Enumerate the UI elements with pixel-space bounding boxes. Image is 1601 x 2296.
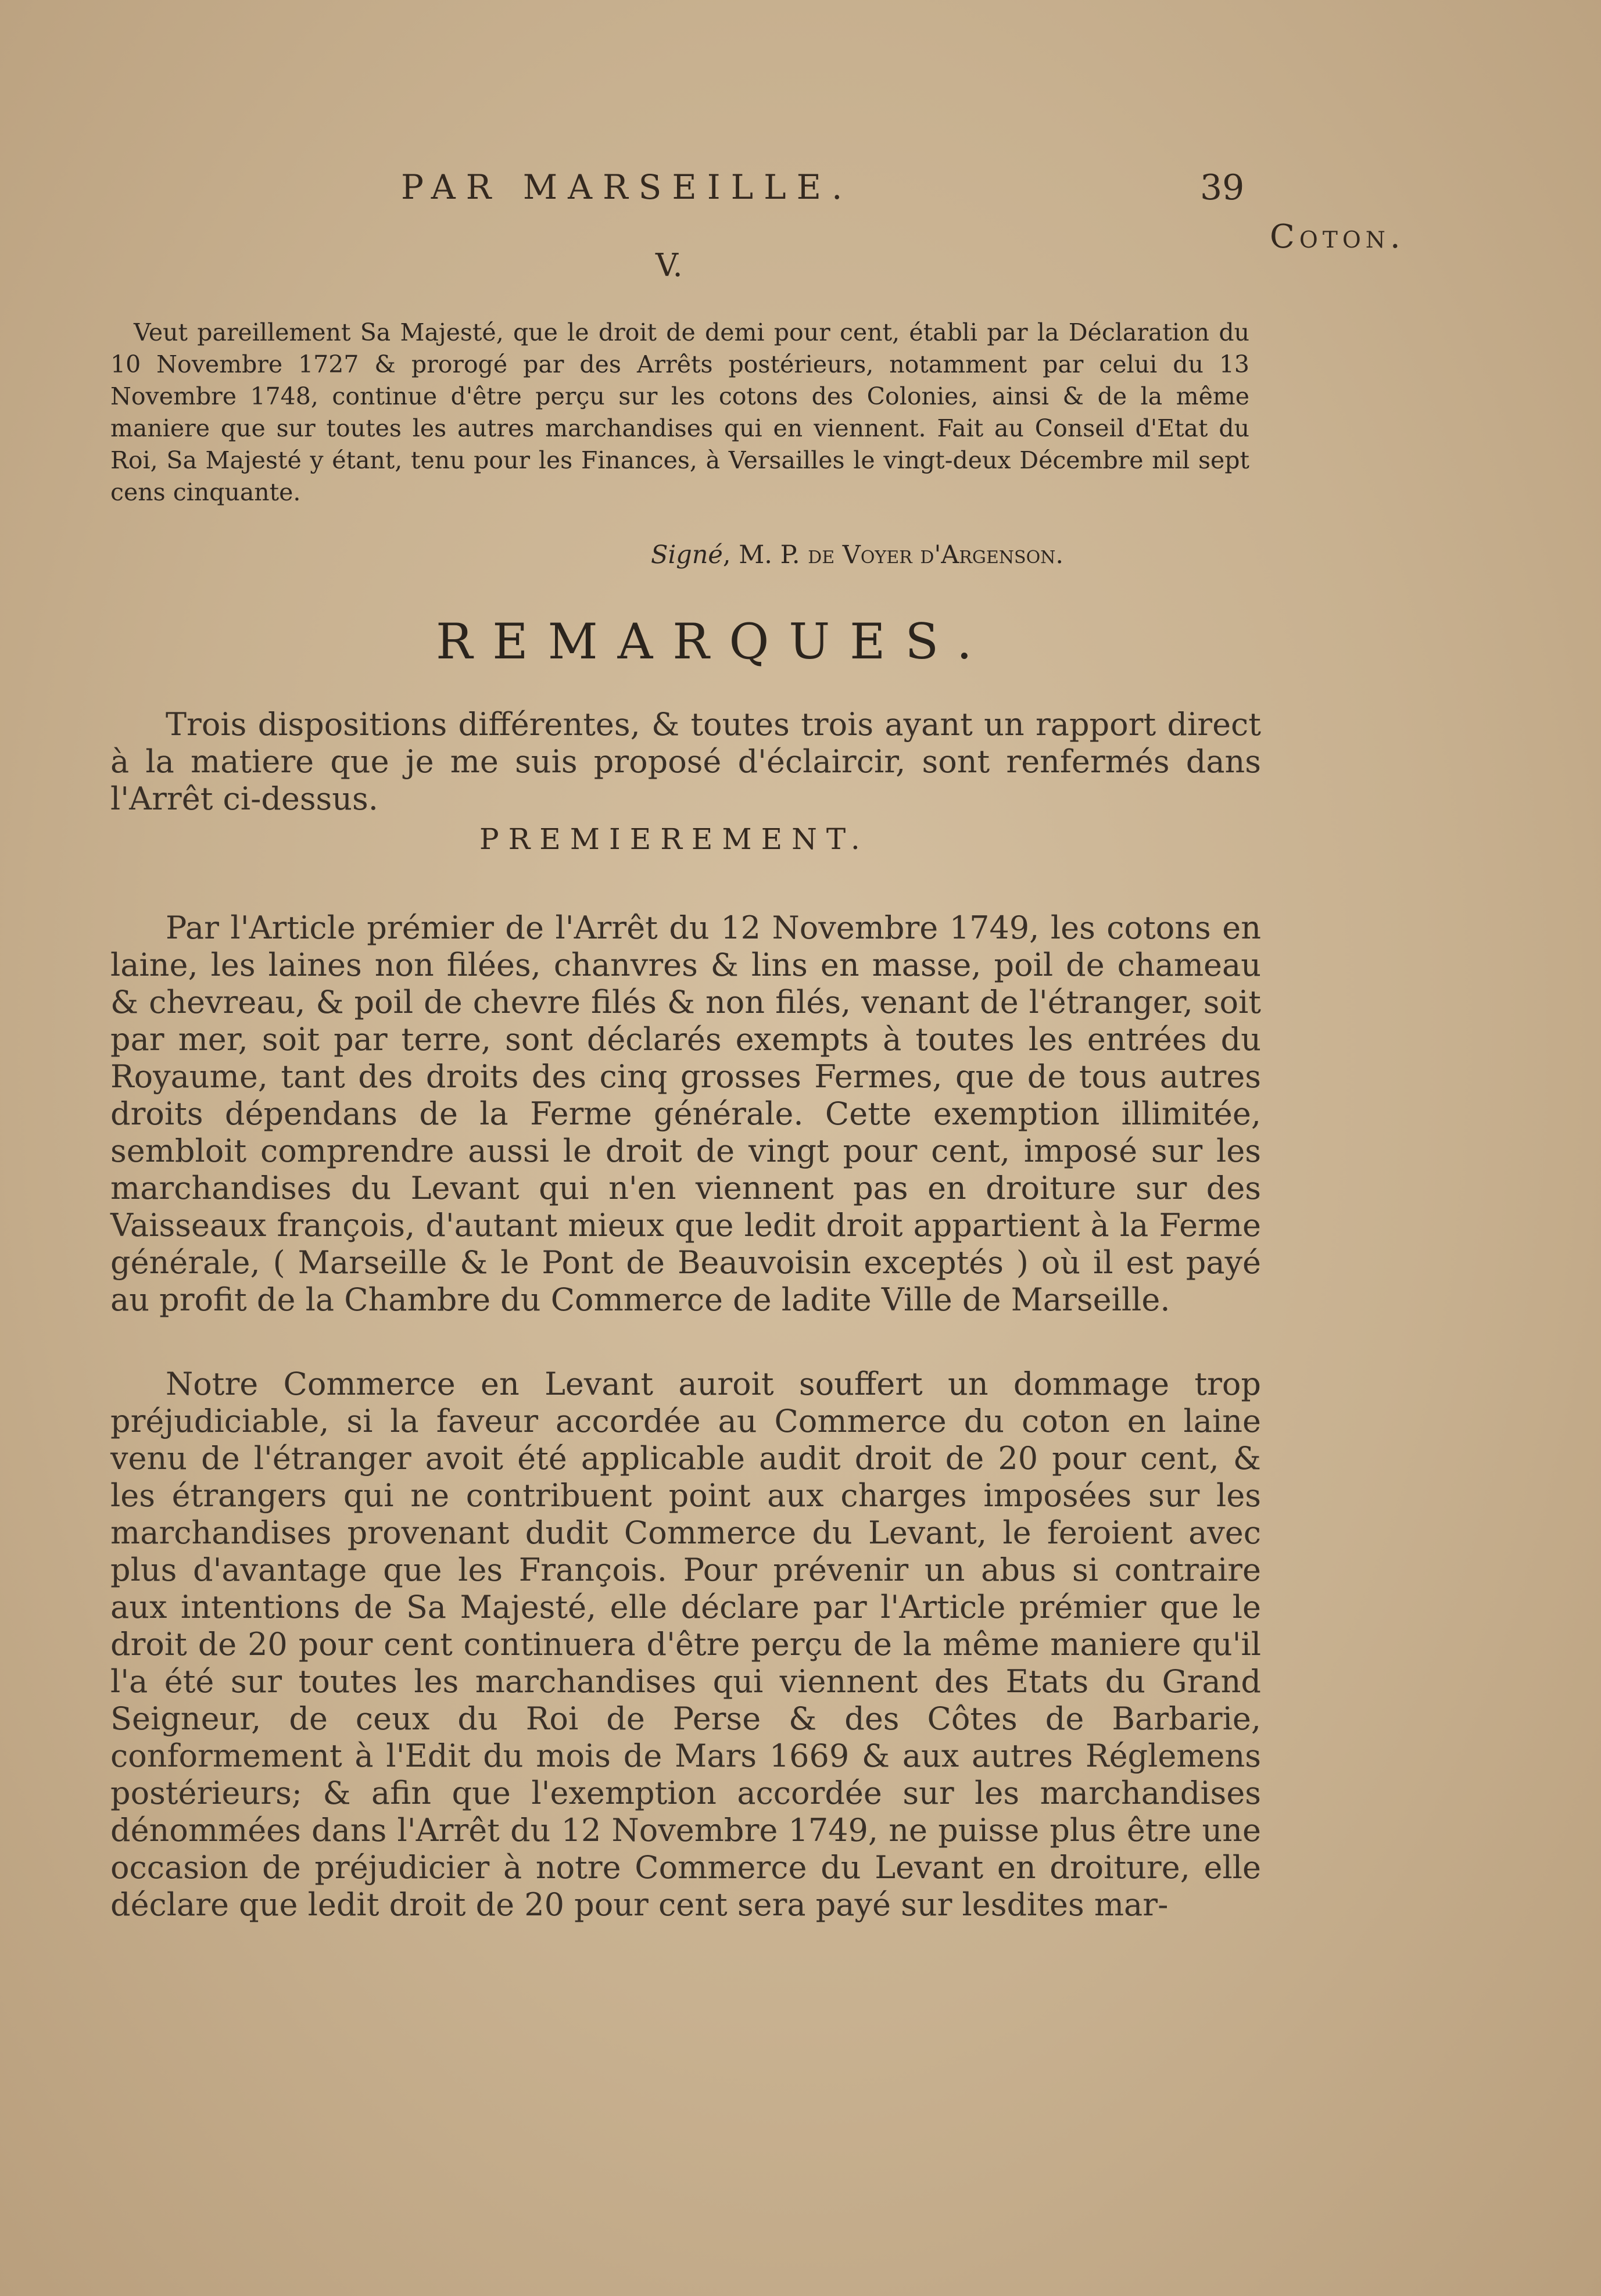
intro-paragraph: Trois dispositions différentes, & toutes trois ayant un rapport direct à la matiere que je me suis proposé d'éclaircir, sont renfermés dans l'Arrêt ci-dessus.	[110, 706, 1261, 817]
article-number: V.	[656, 247, 683, 284]
body-paragraph-2: Notre Commerce en Levant auroit souffert un dommage trop préjudiciable, si la faveur accordée au Commerce du coton en laine venu de l'étranger avoit été applicable audit droit de 20 pour cent, & les étrangers qui ne contribuent point aux charges imposées sur les marchandises provenant dudit Commerce du Levant, le feroient avec plus d'avantage que les François. Pour prévenir un abus si contraire aux intentions de Sa Majesté, elle déclare par l'Article prémier que le droit de 20 pour cent continuera d'être perçu de la même maniere qu'il l'a été sur toutes les marchandises qui viennent des Etats du Grand Seigneur, de ceux du Roi de Perse & des Côtes de Barbarie, conformement à l'Edit du mois de Mars 1669 & aux autres Réglemens postérieurs; & afin que l'exemption accordée sur les marchandises dénommées dans l'Arrêt du 12 Novembre 1749, ne puisse plus être une occasion de préjudicier à notre Commerce du Levant en droiture, elle déclare que ledit droit de 20 pour cent sera payé sur lesdites mar-	[110, 1366, 1261, 1923]
decree-paragraph: Veut pareillement Sa Majesté, que le droit de demi pour cent, établi par la Déclaration du 10 Novembre 1727 & prorogé par des Arrêts postérieurs, notamment par celui du 13 Novembre 1748, continue d'être perçu sur les cotons des Colonies, ainsi & de la même maniere que sur toutes les autres marchandises qui en viennent. Fait au Conseil d'Etat du Roi, Sa Majesté y étant, tenu pour les Finances, à Versailles le vingt-deux Décembre mil sept cens cinquante.	[110, 318, 1249, 506]
page-number: 39	[1200, 167, 1245, 208]
signature-signe: Signé	[651, 540, 723, 569]
signature-initials: , M. P.	[722, 540, 808, 569]
signature-name: de Voyer d'Argenson.	[808, 540, 1064, 569]
sub-heading: PREMIEREMENT.	[479, 822, 869, 856]
margin-note: Coton.	[1270, 218, 1405, 256]
body-paragraph-1: Par l'Article prémier de l'Arrêt du 12 Novembre 1749, les cotons en laine, les laines non filées, chanvres & lins en masse, poil de chameau & chevreau, & poil de chevre filés & non filés, venant de l'étranger, soit par mer, soit par terre, sont déclarés exempts à toutes les entrées du Royaume, tant des droits des cinq grosses Fermes, que de tous autres droits dépendans de la Ferme générale. Cette exemption illimitée, sembloit comprendre aussi le droit de vingt pour cent, imposé sur les marchandises du Levant qui n'en viennent pas en droiture sur des Vaisseaux françois, d'autant mieux que ledit droit appartient à la Ferme générale, ( Marseille & le Pont de Beauvoisin exceptés ) où il est payé au profit de la Chambre du Commerce de ladite Ville de Marseille.	[110, 909, 1261, 1318]
running-head: PAR MARSEILLE.	[401, 167, 853, 207]
section-title: REMARQUES.	[436, 613, 992, 670]
signature	[651, 540, 1063, 569]
